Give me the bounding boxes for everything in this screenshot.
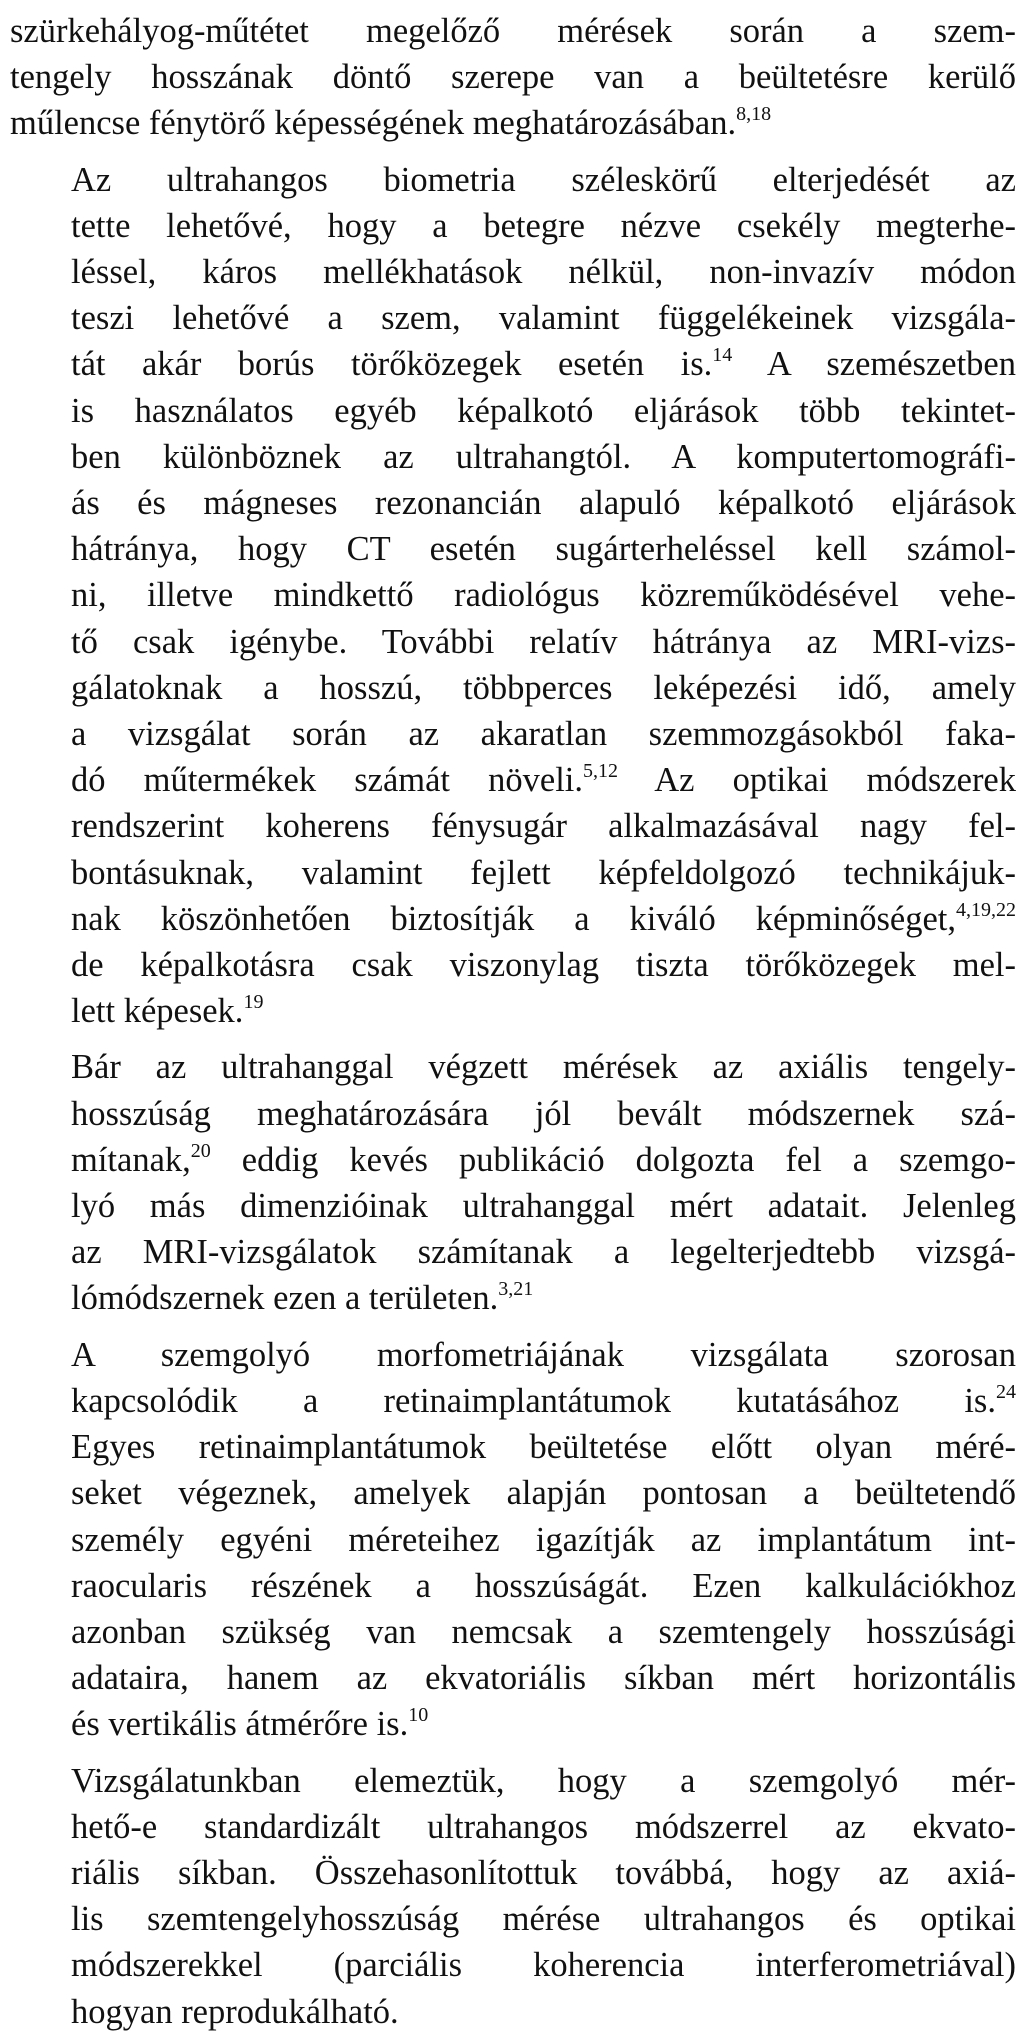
text-line — [10, 1044, 1016, 1090]
text-line — [10, 1758, 1016, 1804]
line-text: kapcsolódik a retinaimplantátumok kutatásához is. — [71, 1381, 996, 1420]
line-text: hető-e standardizált ultrahangos módszerrel az ekvato- — [71, 1807, 1016, 1846]
text-line — [10, 1470, 1016, 1516]
text-line — [10, 1655, 1016, 1701]
line-text: módszerekkel (parciális koherencia interferometriával) — [71, 1946, 1016, 1985]
text-line — [10, 1378, 1016, 1424]
text-line — [10, 896, 1016, 942]
line-text: nak köszönhetően biztosítják a kiváló képminőséget, — [71, 899, 956, 938]
citation-superscript: 5,12 — [583, 760, 618, 783]
text-line — [10, 157, 1016, 203]
citation-superscript: 20 — [190, 1139, 211, 1162]
line-text: lis szemtengelyhosszúság mérése ultrahangos és optikai — [71, 1900, 1016, 1939]
body-paragraph — [10, 1758, 1016, 2035]
line-text: ben különböznek az ultrahangtól. A komputertomográfi- — [71, 437, 1016, 476]
citation-superscript: 4,19,22 — [956, 898, 1016, 921]
text-line — [10, 1517, 1016, 1563]
text-line — [10, 1424, 1016, 1470]
text-line — [10, 526, 1016, 572]
text-line — [10, 1609, 1016, 1655]
line-text: lómódszernek ezen a területen. — [71, 1279, 499, 1318]
line-text: lett képesek. — [71, 992, 244, 1031]
line-text: tát akár borús törőközegek esetén is. — [71, 345, 713, 384]
line-text: a vizsgálat során az akaratlan szemmozgásokból faka- — [71, 715, 1016, 754]
line-text: szürkehályog-műtétet megelőző mérések során a szem- — [10, 12, 1016, 50]
line-text: és vertikális átmérőre is. — [71, 1705, 409, 1744]
line-text: bontásuknak, valamint fejlett képfeldolgozó technikájuk- — [71, 853, 1016, 892]
line-text: Az ultrahangos biometria széleskörű elterjedését az — [71, 160, 1016, 199]
body-paragraph — [10, 157, 1016, 1035]
text-line — [10, 388, 1016, 434]
citation-superscript: 3,21 — [498, 1278, 534, 1301]
text-line — [10, 942, 1016, 988]
text-line — [10, 1183, 1016, 1229]
line-text: hátránya, hogy CT esetén sugárterheléssel kell számol- — [71, 530, 1016, 569]
line-text: mítanak, — [71, 1140, 191, 1179]
line-text: Bár az ultrahanggal végzett mérések az axiális tengely- — [71, 1048, 1016, 1087]
text-line — [10, 1275, 1016, 1321]
text-line — [10, 1701, 1016, 1747]
text-line — [10, 1989, 1016, 2035]
line-text: gálatoknak a hosszú, többperces leképezési idő, amely — [71, 668, 1016, 707]
text-line — [10, 341, 1016, 387]
text-line — [10, 1137, 1016, 1183]
line-text-continued: Az optikai módszerek — [618, 761, 1016, 800]
line-text: is használatos egyéb képalkotó eljárások több tekintet- — [71, 391, 1016, 430]
text-line — [10, 295, 1016, 341]
line-text: léssel, káros mellékhatások nélkül, non-invazív módon — [71, 253, 1016, 292]
text-line — [10, 711, 1016, 757]
line-text: lyó más dimenzióinak ultrahanggal mért adatait. Jelenleg — [71, 1187, 1016, 1226]
line-text: seket végeznek, amelyek alapján pontosan a beültetendő — [71, 1474, 1016, 1513]
citation-superscript: 8,18 — [736, 103, 772, 126]
text-line — [10, 1563, 1016, 1609]
line-text: dó műtermékek számát növeli. — [71, 761, 583, 800]
body-paragraph — [10, 8, 1016, 147]
line-text: azonban szükség van nemcsak a szemtengely hosszúsági — [71, 1612, 1016, 1651]
text-line — [10, 249, 1016, 295]
citation-superscript: 10 — [408, 1704, 429, 1727]
citation-superscript: 14 — [712, 344, 733, 367]
line-text: rendszerint koherens fénysugár alkalmazásával nagy fel- — [71, 807, 1016, 846]
line-text: Egyes retinaimplantátumok beültetése előtt olyan méré- — [71, 1428, 1016, 1467]
body-paragraph — [10, 1044, 1016, 1321]
line-text: személy egyéni méreteihez igazítják az implantátum int- — [71, 1520, 1016, 1559]
citation-superscript: 19 — [243, 991, 264, 1014]
text-line — [10, 1091, 1016, 1137]
line-text: ni, illetve mindkettő radiológus közreműködésével vehe- — [71, 576, 1016, 615]
text-line — [10, 850, 1016, 896]
text-line — [10, 203, 1016, 249]
line-text: műlencse fénytörő képességének meghatározásában. — [10, 104, 737, 143]
text-line — [10, 54, 1016, 100]
line-text: riális síkban. Összehasonlítottuk továbbá, hogy az axiá- — [71, 1853, 1016, 1892]
text-line — [10, 8, 1016, 54]
line-text: de képalkotásra csak viszonylag tiszta törőközegek mel- — [71, 946, 1016, 985]
citation-superscript: 24 — [996, 1380, 1016, 1403]
line-text: tő csak igénybe. További relatív hátránya az MRI-vizs- — [71, 622, 1016, 661]
line-text: teszi lehetővé a szem, valamint függelékeinek vizsgála- — [71, 299, 1016, 338]
line-text-continued: A szemészetben — [732, 345, 1016, 384]
line-text: ás és mágneses rezonancián alapuló képalkotó eljárások — [71, 484, 1016, 523]
line-text: A szemgolyó morfometriájának vizsgálata szorosan — [71, 1335, 1016, 1374]
text-line — [10, 1896, 1016, 1942]
line-text: adataira, hanem az ekvatoriális síkban mért horizontális — [71, 1659, 1016, 1698]
line-text: Vizsgálatunkban elemeztük, hogy a szemgolyó mér- — [71, 1761, 1016, 1800]
text-line — [10, 480, 1016, 526]
text-line — [10, 1804, 1016, 1850]
text-line — [10, 434, 1016, 480]
line-text: az MRI-vizsgálatok számítanak a legelterjedtebb vizsgá- — [71, 1233, 1016, 1272]
text-line — [10, 1229, 1016, 1275]
text-line — [10, 572, 1016, 618]
line-text: tengely hosszának döntő szerepe van a beültetésre kerülő — [10, 58, 1016, 97]
text-line — [10, 803, 1016, 849]
text-line — [10, 665, 1016, 711]
text-line — [10, 988, 1016, 1034]
text-line — [10, 619, 1016, 665]
text-line — [10, 1332, 1016, 1378]
body-paragraph — [10, 1332, 1016, 1748]
text-line — [10, 100, 1016, 146]
line-text-continued: eddig kevés publikáció dolgozta fel a szemgo- — [210, 1140, 1016, 1179]
line-text: tette lehetővé, hogy a betegre nézve csekély megterhe- — [71, 206, 1016, 245]
text-line — [10, 1850, 1016, 1896]
text-line — [10, 757, 1016, 803]
line-text: hosszúság meghatározására jól bevált módszernek szá- — [71, 1094, 1016, 1133]
line-text: raocularis részének a hosszúságát. Ezen kalkulációkhoz — [71, 1566, 1016, 1605]
line-text: hogyan reprodukálható. — [71, 1992, 399, 2031]
